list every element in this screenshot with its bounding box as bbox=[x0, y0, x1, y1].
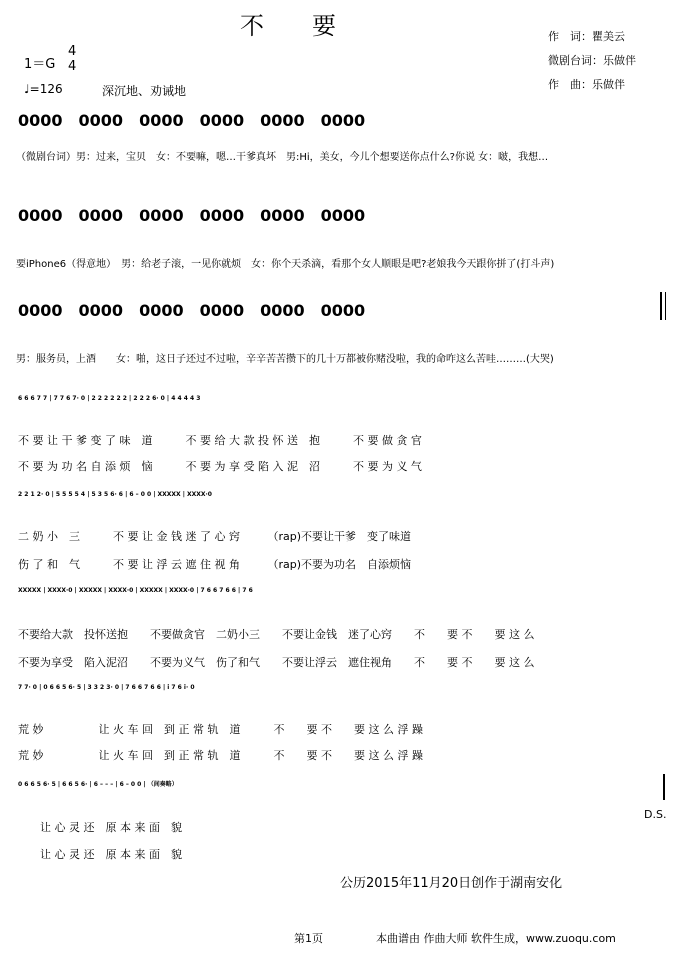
da-segno: D.S. bbox=[644, 808, 667, 821]
time-signature-top: 4 bbox=[68, 44, 77, 59]
time-signature-bottom: 4 bbox=[68, 59, 77, 74]
lyric-line: 让 心 灵 还 原 本 来 面 貌 bbox=[40, 848, 182, 861]
tempo-marking: ♩=126 bbox=[24, 82, 63, 96]
intro-rests: 0000 0000 0000 0000 0000 0000 bbox=[18, 111, 366, 130]
dialogue-line: 男：服务员，上酒 女：啪，这日子还过不过啦，辛辛苦苦攒下的几十万都被你赌没啦，我的命咋这么苦哇………(大哭) bbox=[16, 354, 554, 365]
intro-row-2 bbox=[18, 203, 668, 226]
lyric-line: 不要为享受 陷入泥沼 不要为义气 伤了和气 不要让浮云 遮住视角 不 要 不 要 这 么 bbox=[18, 656, 535, 669]
generator-credit: 本曲谱由 作曲大师 软件生成，www.zuoqu.com bbox=[376, 932, 616, 945]
dialogue-line: 要iPhone6（得意地） 男：给老子滚，一见你就烦 女：你个天杀滴，看那个女人顺眼是吧?老娘我今天跟你拼了(打斗声) bbox=[16, 259, 555, 270]
page-number: 第1页 bbox=[294, 932, 323, 945]
intro-rests: 0000 0000 0000 0000 0000 0000 bbox=[18, 206, 366, 225]
lyric-line: 让 心 灵 还 原 本 来 面 貌 bbox=[40, 821, 182, 834]
composer-credit: 作 曲：乐做伴 bbox=[548, 78, 625, 91]
key-signature: 1＝G bbox=[24, 57, 56, 72]
dialogue-line: （微剧台词）男：过来，宝贝 女：不要嘛，嗯…干爹真坏 男:Hi，美女，今儿个想要送你点什么?你说 女：啵，我想… bbox=[16, 152, 549, 163]
music-row-2: 2 2 1 2· 0 | 5 5 5 5 4 | 5 3 5 6· 6 | 6 – 0 0 | XXXXX | XXXX·0 bbox=[18, 491, 212, 498]
music-row-3: XXXXX | XXXX·0 | XXXXX | XXXX·0 | XXXXX | XXXX·0 | 7 6 6 7 6 6 | 7 6 bbox=[18, 587, 253, 594]
lyricist-credit: 作 词：瞿美云 bbox=[548, 30, 625, 43]
time-signature bbox=[68, 44, 76, 74]
intro-row-1 bbox=[18, 108, 668, 131]
lyric-line: 荒 妙 让 火 车 回 到 正 常 轨 道 不 要 不 要 这 么 浮 躁 bbox=[18, 723, 423, 736]
creation-date: 公历2015年11月20日创作于湖南安化 bbox=[340, 876, 563, 891]
lyric-line: 二 奶 小 三 不 要 让 金 钱 迷 了 心 窍 （rap)不要让干爹 变了味道 bbox=[18, 530, 412, 543]
lyric-line: 不要给大款 投怀送抱 不要做贪官 二奶小三 不要让金钱 迷了心窍 不 要 不 要 这 么 bbox=[18, 628, 535, 641]
song-title: 不 要 bbox=[240, 12, 336, 40]
skit-lyricist-credit: 微剧台词：乐做伴 bbox=[548, 54, 636, 67]
intro-row-3 bbox=[18, 298, 668, 321]
lyric-line: 伤 了 和 气 不 要 让 浮 云 遮 住 视 角 （rap)不要为功名 自添烦恼 bbox=[18, 558, 412, 571]
intro-rests: 0000 0000 0000 0000 0000 0000 bbox=[18, 301, 366, 320]
music-row-4: 7 7· 0 | 0 6 6 5 6· 5 | 3 3 2 3· 0 | 7 6 6 7 6 6 | i 7 6 i· 0 bbox=[18, 684, 195, 691]
end-repeat-barline bbox=[663, 774, 665, 800]
lyric-line: 不 要 为 功 名 自 添 烦 恼 不 要 为 享 受 陷 入 泥 沼 不 要 为 义 气 bbox=[18, 460, 422, 473]
lyric-line: 荒 妙 让 火 车 回 到 正 常 轨 道 不 要 不 要 这 么 浮 躁 bbox=[18, 749, 423, 762]
music-row-1: 6 6 6 7 7 | 7 7 6 7· 0 | 2 2 2 2 2 2 | 2 2 2 6· 0 | 4 4 4 4 3 bbox=[18, 395, 201, 402]
expression-marking: 深沉地、劝诫地 bbox=[102, 84, 187, 98]
repeat-barline-thin bbox=[665, 292, 666, 320]
music-row-5: 0 6 6 5 6· 5 | 6 6 5 6· | 6 – – – | 6 – 0 0 | （间奏略） bbox=[18, 781, 178, 788]
lyric-line: 不 要 让 干 爹 变 了 味 道 不 要 给 大 款 投 怀 送 抱 不 要 做 贪 官 bbox=[18, 434, 422, 447]
repeat-barline bbox=[660, 292, 662, 320]
